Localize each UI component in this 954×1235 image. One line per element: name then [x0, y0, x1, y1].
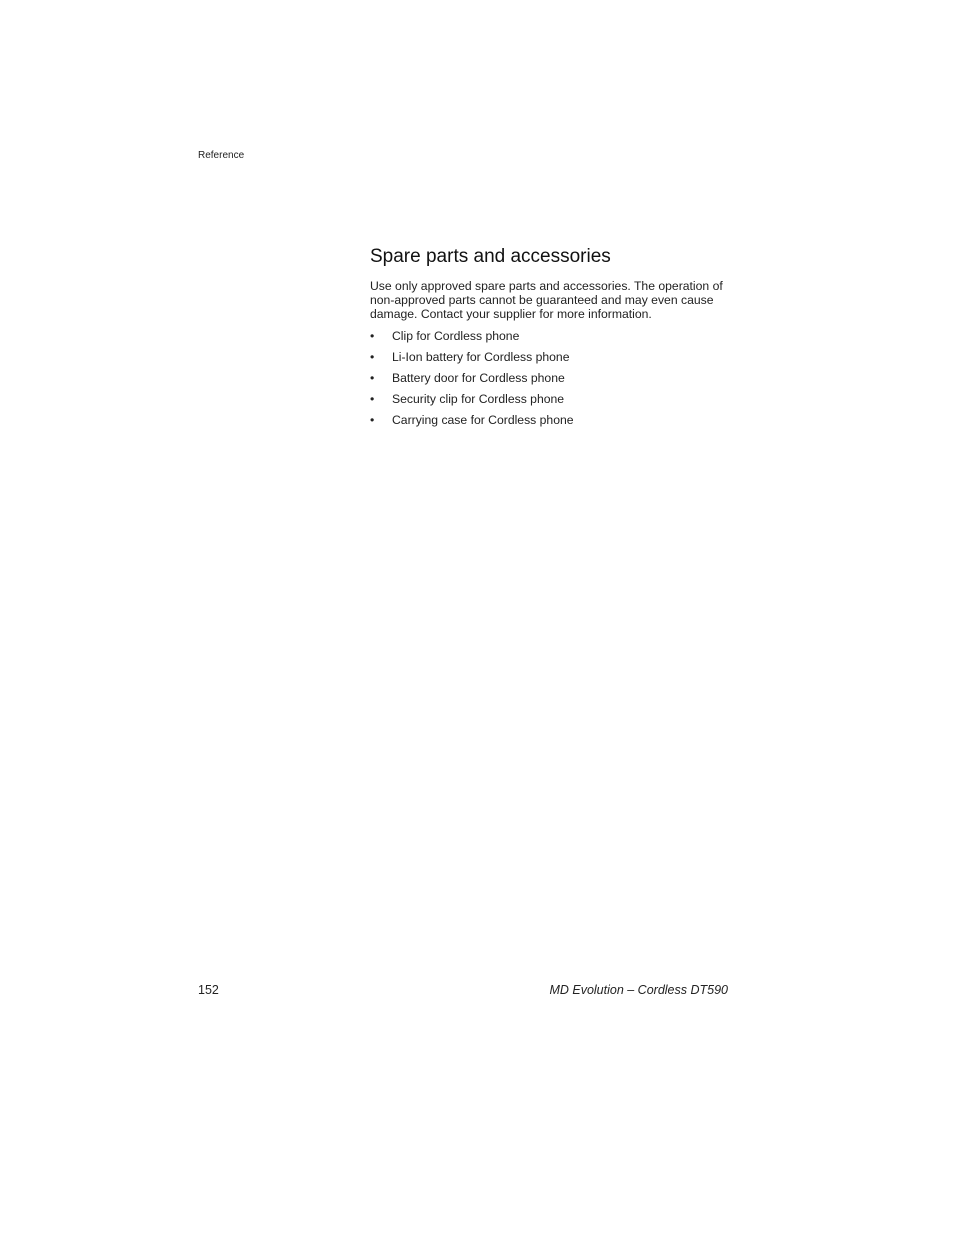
bullet-icon: •	[370, 350, 375, 364]
bullet-icon: •	[370, 413, 375, 427]
bullet-icon: •	[370, 392, 375, 406]
document-title: MD Evolution – Cordless DT590	[549, 983, 728, 997]
bullet-icon: •	[370, 371, 375, 385]
section-title: Spare parts and accessories	[370, 246, 611, 267]
list-item	[370, 392, 730, 406]
list-item	[370, 413, 730, 427]
accessory-list	[370, 329, 730, 427]
running-header: Reference	[198, 150, 245, 161]
list-item	[370, 350, 730, 364]
list-item-text: Battery door for Cordless phone	[392, 371, 565, 385]
intro-paragraph: Use only approved spare parts and accessories. The operation of non-approved parts cannot be guaranteed and may even cause damage. Contact your supplier for more information.	[370, 279, 723, 321]
list-item	[370, 371, 730, 385]
section-content	[370, 244, 730, 434]
page-number: 152	[198, 983, 219, 997]
bullet-icon: •	[370, 329, 375, 343]
list-item-text: Carrying case for Cordless phone	[392, 413, 574, 427]
list-item-text: Li-Ion battery for Cordless phone	[392, 350, 570, 364]
list-item-text: Security clip for Cordless phone	[392, 392, 565, 406]
list-item-text: Clip for Cordless phone	[392, 329, 520, 343]
list-item	[370, 329, 730, 343]
